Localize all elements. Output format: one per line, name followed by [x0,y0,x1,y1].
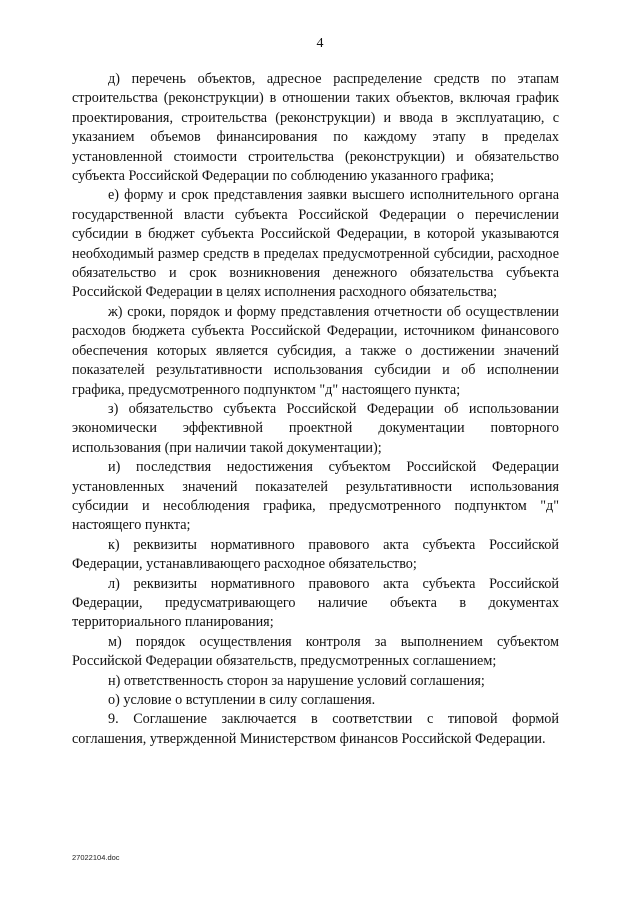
paragraph-l: л) реквизиты нормативного правового акта субъекта Российской Федерации, предусматривающего наличие объекта в документах территориального планирования; [72,575,559,631]
paragraph-d: д) перечень объектов, адресное распределение средств по этапам строительства (реконструкции) в отношении таких объектов, включая график проектирования, строительства (реконструкции) и ввода в эксплуатацию, с указанием объемов финансирования по каждому этапу в пределах установленной стоимости строительства (реконструкции) и обязательство субъекта Российской Федерации по соблюдению указанного графика; [72,71,559,185]
document-file-code: 27022104.doc [72,853,120,862]
paragraph-z: з) обязательство субъекта Российской Федерации об использовании экономически эффективной проектной документации повторного использования (при наличии такой документации); [72,400,559,456]
paragraph-o: о) условие о вступлении в силу соглашения. [108,692,376,708]
paragraph-9: 9. Соглашение заключается в соответствии с типовой формой соглашения, утвержденной Министерством финансов Российской Федерации. [72,711,559,747]
paragraph-e: е) форму и срок представления заявки высшего исполнительного органа государственной власти субъекта Российской Федерации о перечислении субсидии в бюджет субъекта Российской Федерации, в которой указываются необходимый размер средств в пределах предусмотренной субсидии, расходное обязательство и срок возникновения денежного обязательства субъекта Российской Федерации в целях исполнения расходного обязательства; [72,187,559,301]
page-number: 4 [316,36,324,51]
document-body [72,70,559,749]
paragraph-k: к) реквизиты нормативного правового акта субъекта Российской Федерации, устанавливающего расходное обязательство; [72,536,559,573]
paragraph-m: м) порядок осуществления контроля за выполнением субъектом Российской Федерации обязательств, предусмотренных соглашением; [72,633,559,670]
paragraph-n: н) ответственность сторон за нарушение условий соглашения; [108,672,485,689]
paragraph-zh: ж) сроки, порядок и форму представления отчетности об осуществлении расходов бюджета субъекта Российской Федерации, источником финансового обеспечения которых является субсидия, а также о достижении значений показателей результативности использования субсидии и об исполнении графика, предусмотренного подпунктом "д" настоящего пункта; [72,303,559,398]
paragraph-i: и) последствия недостижения субъектом Российской Федерации установленных значений показателей результативности использования субсидии и несоблюдения графика, предусмотренного подпунктом "д" настоящего пункта; [72,459,559,534]
